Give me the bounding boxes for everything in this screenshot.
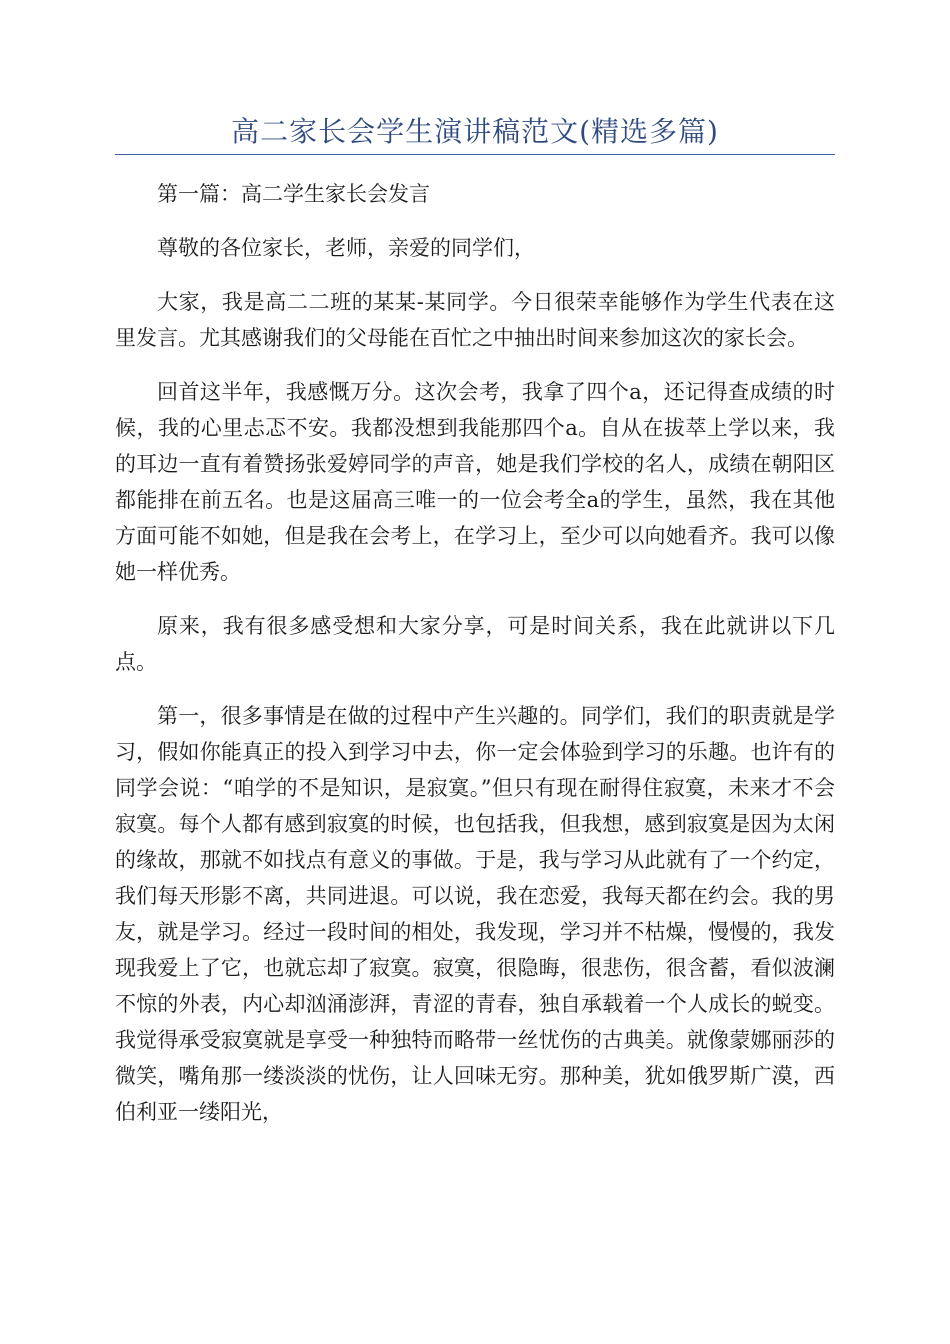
paragraph: 第一，很多事情是在做的过程中产生兴趣的。同学们，我们的职责就是学习，假如你能真正的投入到学习中去，你一定会体验到学习的乐趣。也许有的同学会说：“咱学的不是知识，是寂寞。”但只有现在耐得住寂寞，未来才不会寂寞。每个人都有感到寂寞的时候，也包括我，但我想，感到寂寞是因为太闲的缘故，那就不如找点有意义的事做。于是，我与学习从此就有了一个约定，我们每天形影不离，共同进退。可以说，我在恋爱，我每天都在约会。我的男友，就是学习。经过一段时间的相处，我发现，学习并不枯燥，慢慢的，我发现我爱上了它，也就忘却了寂寞。寂寞，很隐晦，很悲伤，很含蓄，看似波澜不惊的外表，内心却汹涌澎湃，青涩的青春，独自承载着一个人成长的蜕变。我觉得承受寂寞就是享受一种独特而略带一丝忧伤的古典美。就像蒙娜丽莎的微笑，嘴角那一缕淡淡的忧伤，让人回味无穷。那种美，犹如俄罗斯广漠，西伯利亚一缕阳光， — [115, 704, 835, 1124]
document-title: 高二家长会学生演讲稿范文(精选多篇) — [231, 115, 719, 148]
salutation: 尊敬的各位家长，老师，亲爱的同学们， — [157, 236, 535, 260]
section-heading: 第一篇：高二学生家长会发言 — [157, 182, 430, 206]
paragraph: 原来，我有很多感受想和大家分享，可是时间关系，我在此就讲以下几点。 — [115, 614, 835, 674]
title-underline — [115, 154, 835, 155]
document-body — [115, 176, 835, 1148]
paragraph: 大家，我是高二二班的某某-某同学。今日很荣幸能够作为学生代表在这里发言。尤其感谢我们的父母能在百忙之中抽出时间来参加这次的家长会。 — [115, 290, 835, 350]
paragraph: 回首这半年，我感慨万分。这次会考，我拿了四个a，还记得查成绩的时候，我的心里忐忑不安。我都没想到我能那四个a。自从在拔萃上学以来，我的耳边一直有着赞扬张爱婷同学的声音，她是我们学校的名人，成绩在朝阳区都能排在前五名。也是这届高三唯一的一位会考全a的学生，虽然，我在其他方面可能不如她，但是我在会考上，在学习上，至少可以向她看齐。我可以像她一样优秀。 — [115, 380, 835, 584]
